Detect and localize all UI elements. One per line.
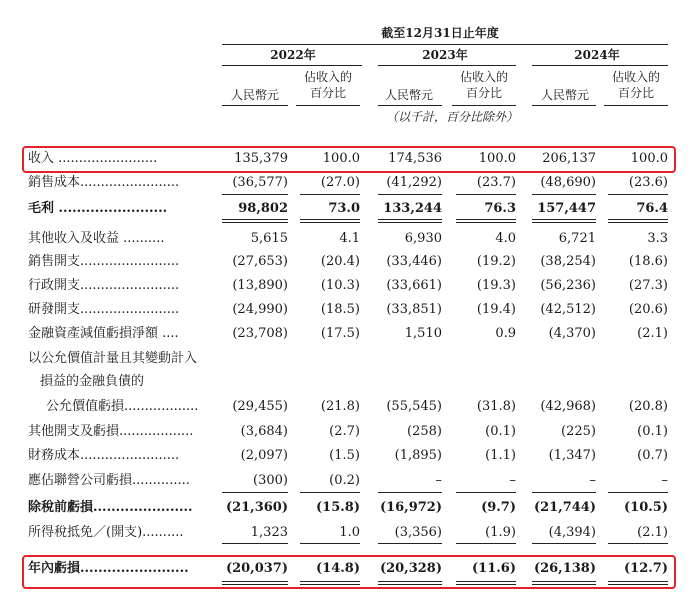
percent-cell: (1.1) [485, 448, 516, 463]
single-underline [532, 194, 596, 195]
pct-header-2023-line1: 佔收入的 [459, 70, 508, 84]
amount-cell: (27,653) [232, 254, 288, 269]
single-underline [300, 492, 360, 493]
percent-cell: (19.4) [476, 302, 516, 317]
percent-cell: (14.8) [316, 561, 360, 576]
percent-cell: (31.8) [476, 399, 516, 414]
amount-cell [362, 348, 442, 370]
percent-cell [436, 371, 516, 393]
rmb-header-2023: 人民幣元 [384, 88, 433, 102]
amount-cell: (41,292) [386, 175, 442, 190]
row-label: 所得稅抵免／(開支).......... [28, 525, 184, 540]
row-fv-line1 [0, 348, 700, 370]
amount-cell: (36,577) [232, 175, 288, 190]
double-underline [300, 219, 360, 223]
amount-cell: (48,690) [540, 175, 596, 190]
unit-note: （以千計，百分比除外） [385, 110, 518, 124]
subheader-rule-pct-2023 [452, 105, 516, 106]
amount-cell: (42,512) [540, 302, 596, 317]
row-label: 研發開支........................ [28, 302, 180, 317]
row-label: 金融資產減值虧損淨額 .... [28, 326, 179, 341]
single-underline [378, 543, 442, 544]
percent-cell: 1.0 [339, 525, 360, 540]
row-label: 應佔聯營公司虧損.............. [28, 473, 190, 488]
percent-cell: 76.4 [636, 201, 668, 216]
amount-cell: (33,851) [386, 302, 442, 317]
subheader-rule-pct-2024 [604, 105, 668, 106]
amount-cell: 174,536 [388, 151, 442, 166]
percent-cell: (27.3) [628, 278, 668, 293]
single-underline [300, 543, 360, 544]
percent-cell: (19.3) [476, 278, 516, 293]
subheader-rule-rmb-2022 [222, 105, 288, 106]
amount-cell: (3,356) [394, 525, 442, 540]
percent-cell: – [509, 473, 516, 488]
row-label: 其他收入及收益 .......... [28, 231, 165, 246]
amount-cell: (2,097) [240, 448, 288, 463]
single-underline [608, 194, 668, 195]
row-associates-loss [0, 470, 700, 492]
percent-cell: (0.2) [329, 473, 360, 488]
year-2024: 2024年 [574, 48, 620, 62]
percent-cell: (0.1) [485, 424, 516, 439]
period-rule [222, 44, 668, 45]
pct-header-2024-line1: 佔收入的 [611, 70, 660, 84]
amount-cell: (33,446) [386, 254, 442, 269]
row-label: 財務成本........................ [28, 448, 180, 463]
amount-cell [208, 348, 288, 370]
percent-cell: (20.4) [320, 254, 360, 269]
percent-cell: (15.8) [316, 500, 360, 515]
percent-cell: 4.0 [495, 231, 516, 246]
amount-cell: (258) [407, 424, 442, 439]
amount-cell: (21,360) [225, 500, 288, 515]
amount-cell: (26,138) [533, 561, 596, 576]
percent-cell: 0.9 [495, 326, 516, 341]
percent-cell: (10.5) [624, 500, 668, 515]
amount-cell [362, 371, 442, 393]
amount-cell: 5,615 [250, 231, 288, 246]
amount-cell: (21,744) [533, 500, 596, 515]
percent-cell: (11.6) [472, 561, 516, 576]
percent-cell [588, 348, 668, 370]
percent-cell: – [661, 473, 668, 488]
highlight-revenue-row [22, 146, 676, 173]
percent-cell: (12.7) [624, 561, 668, 576]
row-label: 收入 ........................ [28, 151, 158, 166]
single-underline [378, 194, 442, 195]
row-label: 銷售開支........................ [28, 254, 180, 269]
subheader-rule-pct-2022 [296, 105, 360, 106]
percent-cell: (23.7) [476, 175, 516, 190]
row-income-tax [0, 522, 700, 544]
percent-cell: (10.3) [320, 278, 360, 293]
percent-cell: (1.5) [329, 448, 360, 463]
pct-header-2022-line1: 佔收入的 [303, 70, 352, 84]
amount-cell: (20,328) [379, 561, 442, 576]
percent-cell: (2.1) [637, 525, 668, 540]
subheader-rule-rmb-2023 [378, 105, 442, 106]
row-label: 其他開支及虧損.................. [28, 424, 194, 439]
year-2022: 2022年 [270, 48, 316, 62]
amount-cell: 157,447 [537, 201, 596, 216]
amount-cell [516, 348, 596, 370]
rmb-header-2022: 人民幣元 [230, 88, 279, 102]
year-2023: 2023年 [422, 48, 468, 62]
year-rule-2024 [532, 65, 668, 66]
single-underline [456, 543, 516, 544]
percent-cell [280, 371, 360, 393]
row-other-expenses [0, 421, 700, 443]
highlight-loss-row [22, 555, 676, 589]
percent-cell: (20.6) [628, 302, 668, 317]
amount-cell: – [435, 473, 442, 488]
amount-cell: (33,661) [386, 278, 442, 293]
amount-cell: (56,236) [540, 278, 596, 293]
row-selling-expenses [0, 251, 700, 273]
amount-cell: (20,037) [225, 561, 288, 576]
amount-cell: 1,510 [404, 326, 442, 341]
amount-cell: (4,370) [548, 326, 596, 341]
single-underline [532, 543, 596, 544]
percent-cell: 100.0 [478, 151, 516, 166]
percent-cell: (20.8) [628, 399, 668, 414]
percent-cell: (18.5) [320, 302, 360, 317]
year-rule-2022 [222, 65, 362, 66]
row-fv-loss [0, 396, 700, 418]
amount-cell: (4,394) [548, 525, 596, 540]
row-label: 年內虧損........................ [28, 561, 189, 576]
amount-cell: (23,708) [232, 326, 288, 341]
row-rnd-expenses [0, 299, 700, 321]
percent-cell: (18.6) [628, 254, 668, 269]
single-underline [378, 492, 442, 493]
double-underline [608, 219, 668, 223]
percent-cell: (1.9) [485, 525, 516, 540]
pct-header-2022-line2: 百分比 [309, 86, 346, 100]
amount-cell: 135,379 [234, 151, 288, 166]
percent-cell: (2.1) [637, 326, 668, 341]
amount-cell: – [589, 473, 596, 488]
single-underline [222, 543, 288, 544]
percent-cell [280, 348, 360, 370]
row-other-income [0, 228, 700, 250]
row-label: 銷售成本........................ [28, 175, 180, 190]
double-underline [532, 219, 596, 223]
amount-cell: (13,890) [232, 278, 288, 293]
amount-cell: (24,990) [232, 302, 288, 317]
rmb-header-2024: 人民幣元 [540, 88, 589, 102]
percent-cell [588, 371, 668, 393]
amount-cell: 6,721 [558, 231, 596, 246]
amount-cell: 1,323 [250, 525, 288, 540]
amount-cell: 206,137 [542, 151, 596, 166]
amount-cell: (16,972) [379, 500, 442, 515]
row-label: 以公允價值計量且其變動計入 [28, 351, 198, 366]
row-label: 毛利 ........................ [28, 201, 168, 216]
amount-cell: (38,254) [540, 254, 596, 269]
period-header: 截至12月31日止年度 [381, 26, 499, 40]
row-admin-expenses [0, 275, 700, 297]
double-underline [456, 219, 516, 223]
pct-header-2024-line2: 百分比 [617, 86, 654, 100]
amount-cell: 98,802 [238, 201, 288, 216]
amount-cell: (29,455) [232, 399, 288, 414]
single-underline [608, 543, 668, 544]
percent-cell [436, 348, 516, 370]
amount-cell: (55,545) [386, 399, 442, 414]
amount-cell: (225) [561, 424, 596, 439]
double-underline [222, 219, 288, 223]
amount-cell [516, 371, 596, 393]
percent-cell: (23.6) [628, 175, 668, 190]
percent-cell: 4.1 [339, 231, 360, 246]
amount-cell: (42,968) [540, 399, 596, 414]
single-underline [222, 492, 288, 493]
amount-cell: 133,244 [383, 201, 442, 216]
row-label: 行政開支........................ [28, 278, 180, 293]
single-underline [300, 194, 360, 195]
percent-cell: 100.0 [322, 151, 360, 166]
row-label: 除稅前虧損...................... [28, 500, 193, 515]
row-gross-profit [0, 198, 700, 220]
percent-cell: (9.7) [481, 500, 516, 515]
single-underline [222, 194, 288, 195]
amount-cell: (300) [253, 473, 288, 488]
percent-cell: (21.8) [320, 399, 360, 414]
row-loss-before-tax [0, 497, 700, 519]
single-underline [532, 492, 596, 493]
row-label: 損益的金融負債的 [40, 374, 145, 389]
subheader-rule-rmb-2024 [532, 105, 596, 106]
percent-cell: (17.5) [320, 326, 360, 341]
row-cost-of-sales [0, 172, 700, 194]
percent-cell: (19.2) [476, 254, 516, 269]
amount-cell: (1,347) [548, 448, 596, 463]
percent-cell: 73.0 [328, 201, 360, 216]
single-underline [456, 492, 516, 493]
single-underline [608, 492, 668, 493]
percent-cell: (27.0) [320, 175, 360, 190]
percent-cell: 100.0 [630, 151, 668, 166]
amount-cell: (3,684) [240, 424, 288, 439]
year-rule-2023 [378, 65, 516, 66]
amount-cell: (1,895) [394, 448, 442, 463]
row-finance-costs [0, 445, 700, 467]
double-underline [378, 219, 442, 223]
pct-header-2023-line2: 百分比 [465, 86, 502, 100]
percent-cell: 76.3 [484, 201, 516, 216]
percent-cell: (2.7) [329, 424, 360, 439]
amount-cell: 6,930 [404, 231, 442, 246]
amount-cell [208, 371, 288, 393]
row-impairment [0, 323, 700, 345]
row-label: 公允價值虧損.................. [46, 399, 199, 414]
percent-cell: (0.7) [637, 448, 668, 463]
percent-cell: 3.3 [647, 231, 668, 246]
percent-cell: (0.1) [637, 424, 668, 439]
row-fv-line2 [0, 371, 700, 393]
single-underline [456, 194, 516, 195]
